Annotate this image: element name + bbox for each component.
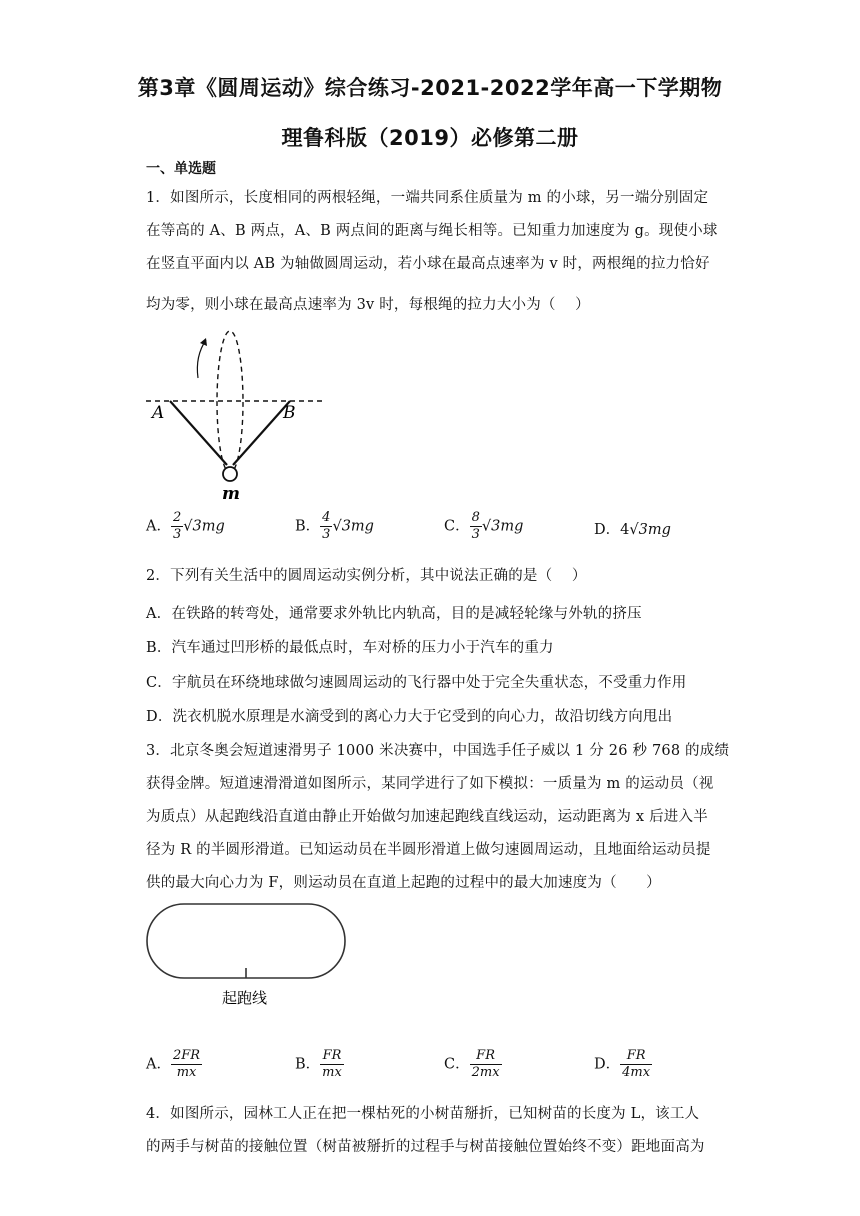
q2-option-c[interactable]: C．宇航员在环绕地球做匀速圆周运动的飞行器中处于完全失重状态，不受重力作用: [146, 675, 687, 691]
q1-line-4: 均为零，则小球在最高点速率为 3v 时，每根绳的拉力大小为（ ）: [146, 297, 590, 313]
q3-option-a[interactable]: A． $\frac{2FR}{mx}$: [146, 1048, 201, 1080]
circular-path-dashed-ellipse: [217, 331, 243, 473]
q3-line-2: 获得金牌。短道速滑滑道如图所示，某同学进行了如下模拟：一质量为 m 的运动员（视: [146, 776, 714, 792]
q3-line-5: 供的最大向心力为 F，则运动员在直道上起跑的过程中的最大加速度为（ ）: [146, 875, 661, 891]
label-m: m: [222, 484, 240, 504]
label-b: B: [283, 403, 296, 423]
document-title-line-2: 理鲁科版（2019）必修第二册: [281, 126, 579, 150]
q4-line-2: 的两手与树苗的接触位置（树苗被掰折的过程手与树苗接触位置始终不变）距地面高为: [146, 1139, 705, 1155]
q3-line-4: 径为 R 的半圆形滑道。已知运动员在半圆形滑道上做匀速圆周运动，且地面给运动员提: [146, 842, 711, 858]
label-a: A: [152, 403, 165, 423]
document-title-line-1: 第3章《圆周运动》综合练习-2021-2022学年高一下学期物: [137, 76, 723, 100]
q3-option-d[interactable]: D． $\frac{FR}{4mx}$: [594, 1048, 651, 1080]
q3-option-b[interactable]: B． $\frac{FR}{mx}$: [295, 1048, 342, 1080]
section-heading: 一、单选题: [146, 161, 216, 177]
track-outline: [147, 904, 345, 978]
q1-option-c[interactable]: C． $\frac{8}{3}$ √3mg: [444, 510, 524, 542]
q1-line-3: 在竖直平面内以 AB 为轴做圆周运动，若小球在最高点速率为 v 时，两根绳的拉力恰好: [146, 256, 710, 272]
q2-option-b[interactable]: B．汽车通过凹形桥的最低点时，车对桥的压力小于汽车的重力: [146, 640, 554, 656]
q1-line-1: 1．如图所示，长度相同的两根轻绳，一端共同系住质量为 m 的小球，另一端分别固定: [146, 190, 709, 206]
q2-option-a[interactable]: A．在铁路的转弯处，通常要求外轨比内轨高，目的是减轻轮缘与外轨的挤压: [146, 606, 642, 622]
q2-option-d[interactable]: D．洗衣机脱水原理是水滴受到的离心力大于它受到的向心力，故沿切线方向甩出: [146, 709, 673, 725]
q1-option-b[interactable]: B． $\frac{4}{3}$ √3mg: [295, 510, 374, 542]
q3-track-figure: [144, 900, 349, 1012]
q1-figure: [140, 320, 340, 505]
q1-option-d[interactable]: D．4√3mg: [594, 522, 671, 538]
q3-line-3: 为质点）从起跑线沿直道由静止开始做匀加速起跑线直线运动，运动距离为 x 后进入半: [146, 809, 708, 825]
q4-line-1: 4．如图所示，园林工人正在把一棵枯死的小树苗掰折，已知树苗的长度为 L，该工人: [146, 1106, 700, 1122]
q2-stem: 2．下列有关生活中的圆周运动实例分析，其中说法正确的是（ ）: [146, 568, 587, 584]
q3-option-c[interactable]: C． $\frac{FR}{2mx}$: [444, 1048, 500, 1080]
ball-m: [223, 467, 237, 481]
rotation-arrow-icon: [197, 340, 206, 378]
q3-line-1: 3．北京冬奥会短道速滑男子 1000 米决赛中，中国选手任子威以 1 分 26 秒 768 的成绩: [146, 743, 730, 759]
q1-line-2: 在等高的 A、B 两点，A、B 两点间的距离与绳长相等。已知重力加速度为 g。现使小球: [146, 223, 718, 239]
start-line-label: 起跑线: [222, 989, 268, 1007]
q1-option-a[interactable]: A． $\frac{2}{3}$ √3mg: [146, 510, 225, 542]
